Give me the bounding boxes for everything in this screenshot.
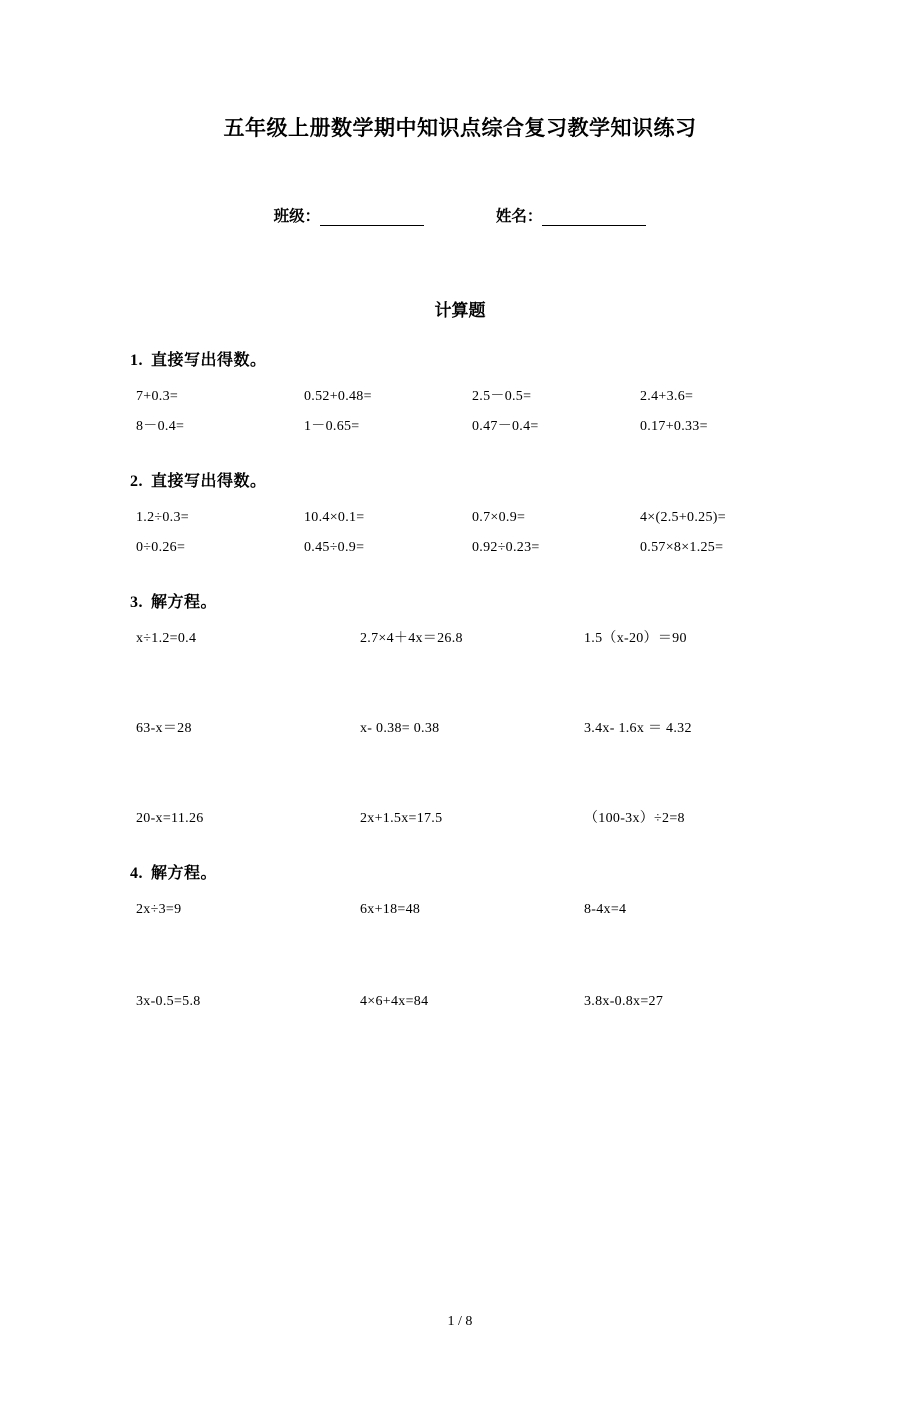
equation: 2.7×4＋4x＝26.8 <box>360 631 463 646</box>
equation: 2x+1.5x=17.5 <box>360 811 443 826</box>
question-3-text: 解方程。 <box>151 594 218 611</box>
page-footer: 1 / 8 <box>447 1314 473 1329</box>
equation: 63-x＝28 <box>136 721 192 736</box>
expression: 0.92÷0.23= <box>472 540 540 555</box>
document-page <box>0 112 920 1414</box>
equation: （100-3x）÷2=8 <box>584 811 685 826</box>
expression: 0.7×0.9= <box>472 510 526 525</box>
equation: 6x+18=48 <box>360 902 421 917</box>
expression: 1.2÷0.3= <box>136 510 189 525</box>
question-2-title <box>130 468 808 491</box>
section-heading: 计算题 <box>434 301 486 320</box>
equation: 20-x=11.26 <box>136 811 204 826</box>
question-1-text: 直接写出得数。 <box>151 352 267 369</box>
question-4-number: 4. <box>130 865 143 882</box>
question-4-title <box>130 860 808 883</box>
question-2-number: 2. <box>130 473 143 490</box>
question-3-row-2 <box>136 714 808 744</box>
expression: 1－0.65= <box>304 419 360 434</box>
page-title: 五年级上册数学期中知识点综合复习教学知识练习 <box>223 116 697 140</box>
question-3-number: 3. <box>130 594 143 611</box>
expression: 0.52+0.48= <box>304 389 372 404</box>
expression: 0.17+0.33= <box>640 419 708 434</box>
expression: 0.57×8×1.25= <box>640 540 724 555</box>
question-1-title <box>130 347 808 370</box>
question-1-number: 1. <box>130 352 143 369</box>
expression: 0÷0.26= <box>136 540 186 555</box>
expression: 7+0.3= <box>136 389 179 404</box>
student-info-line <box>112 204 808 226</box>
question-2-row-2 <box>136 533 808 563</box>
question-4-row-1 <box>136 895 808 925</box>
question-3-row-1 <box>136 624 808 654</box>
question-block-3 <box>112 589 808 834</box>
name-field-label: 姓名： <box>495 208 543 225</box>
question-1-row-2 <box>136 412 808 442</box>
equation: 2x÷3=9 <box>136 902 182 917</box>
question-2-text: 直接写出得数。 <box>151 473 267 490</box>
question-block-4 <box>112 860 808 1017</box>
question-block-1 <box>112 347 808 442</box>
expression: 2.4+3.6= <box>640 389 694 404</box>
equation: 3x-0.5=5.8 <box>136 994 201 1009</box>
question-4-row-2 <box>136 987 808 1017</box>
class-field-label: 班级： <box>273 208 321 225</box>
expression: 0.47－0.4= <box>472 419 539 434</box>
equation: 3.4x- 1.6x ＝ 4.32 <box>584 721 692 736</box>
equation: x÷1.2=0.4 <box>136 631 197 646</box>
expression: 10.4×0.1= <box>304 510 365 525</box>
equation: 8-4x=4 <box>584 902 627 917</box>
equation: 3.8x-0.8x=27 <box>584 994 664 1009</box>
question-3-row-3 <box>136 804 808 834</box>
class-field-blank[interactable] <box>320 211 424 226</box>
question-1-row-1 <box>136 382 808 412</box>
equation: x- 0.38= 0.38 <box>360 721 440 736</box>
question-4-text: 解方程。 <box>151 865 218 882</box>
question-block-2 <box>112 468 808 563</box>
class-field <box>274 204 425 226</box>
name-field <box>496 204 647 226</box>
name-field-blank[interactable] <box>542 211 646 226</box>
expression: 4×(2.5+0.25)= <box>640 510 726 525</box>
question-3-title <box>130 589 808 612</box>
equation: 1.5（x-20）＝90 <box>584 631 687 646</box>
question-2-row-1 <box>136 503 808 533</box>
expression: 8－0.4= <box>136 419 185 434</box>
equation: 4×6+4x=84 <box>360 994 429 1009</box>
expression: 2.5－0.5= <box>472 389 532 404</box>
expression: 0.45÷0.9= <box>304 540 365 555</box>
